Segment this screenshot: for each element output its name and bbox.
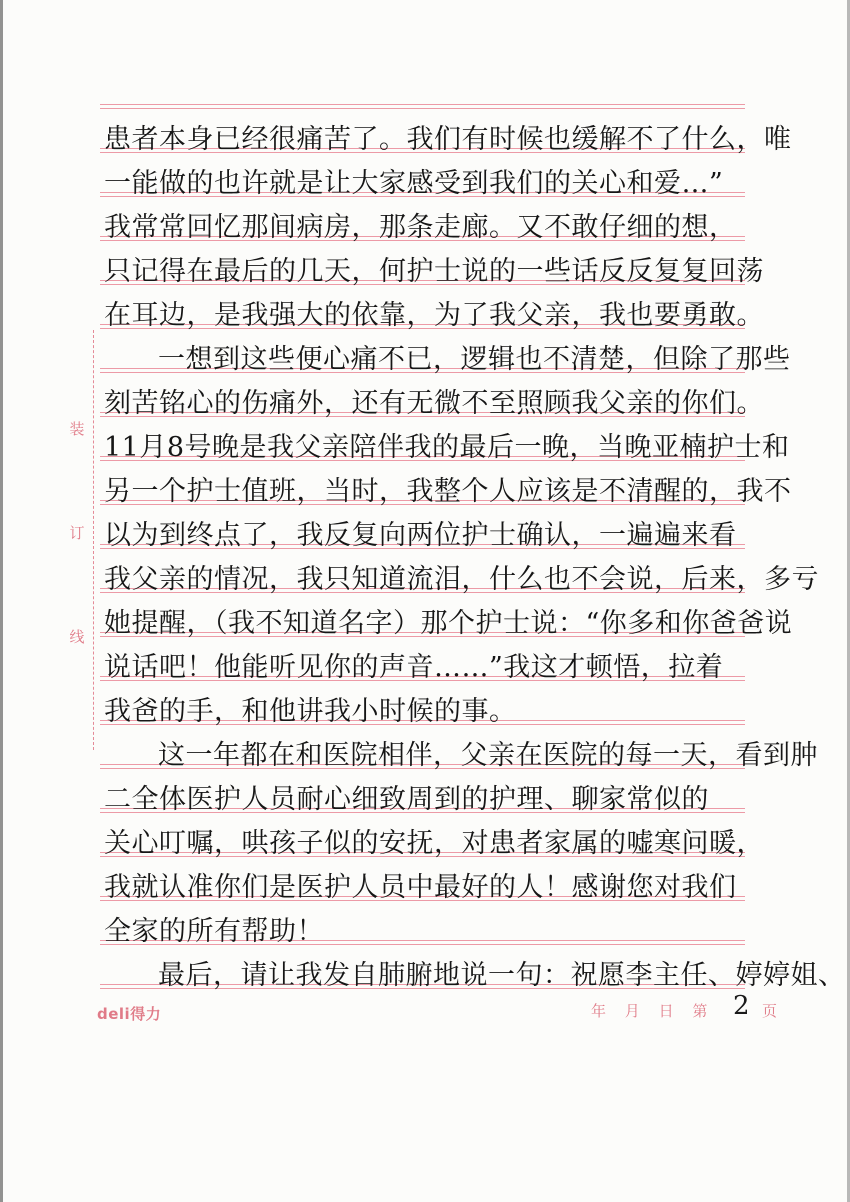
text-line-10: 以为到终点了，我反复向两位护士确认，一遍遍来看 <box>104 520 737 551</box>
text-line-6: 一想到这些便心痛不已，逻辑也不清楚，但除了那些 <box>158 344 791 375</box>
text-line-13: 说话吧！他能听见你的声音……”我这才顿悟，拉着 <box>104 652 724 683</box>
binding-label-zhuang: 装 <box>69 420 85 438</box>
page-suffix-label: 页 <box>762 1002 778 1020</box>
binding-label-ding: 订 <box>69 524 85 542</box>
text-line-7: 刻苦铭心的伤痛外，还有无微不至照顾我父亲的你们。 <box>104 388 764 419</box>
month-label: 月 <box>624 1002 640 1020</box>
text-line-5: 在耳边，是我强大的依靠，为了我父亲，我也要勇敢。 <box>104 300 764 331</box>
binding-label-xian: 线 <box>69 628 85 646</box>
text-line-3: 我常常回忆那间病房，那条走廊。又不敢仔细的想， <box>104 212 737 243</box>
text-line-1: 患者本身已经很痛苦了。我们有时候也缓解不了什么，唯 <box>104 124 792 155</box>
text-line-17: 关心叮嘱，哄孩子似的安抚，对患者家属的嘘寒问暖， <box>104 828 764 859</box>
year-label: 年 <box>591 1002 607 1020</box>
text-line-12: 她提醒，（我不知道名字）那个护士说：“你多和你爸爸说 <box>104 608 793 639</box>
text-line-4: 只记得在最后的几天，何护士说的一些话反反复复回荡 <box>104 256 764 287</box>
date-field <box>591 1000 707 1021</box>
text-line-9: 另一个护士值班，当时，我整个人应该是不清醒的，我不 <box>104 476 792 507</box>
ruled-line <box>100 108 745 109</box>
text-line-11: 我父亲的情况，我只知道流泪，什么也不会说，后来，多亏 <box>104 564 819 595</box>
text-line-16: 二全体医护人员耐心细致周到的护理、聊家常似的 <box>104 784 709 815</box>
text-line-19: 全家的所有帮助！ <box>104 916 324 947</box>
text-line-2: 一能做的也许就是让大家感受到我们的关心和爱…” <box>104 168 724 199</box>
page-prefix-label: 第 <box>692 1002 708 1020</box>
text-line-20: 最后，请让我发自肺腑地说一句：祝愿李主任、婷婷姐、 <box>158 960 846 991</box>
page-number: 2 <box>733 991 750 1021</box>
deli-logo: deli得力 <box>97 1005 162 1023</box>
scan-edge-left <box>0 0 3 1202</box>
text-line-18: 我就认准你们是医护人员中最好的人！感谢您对我们 <box>104 872 737 903</box>
text-line-15: 这一年都在和医院相伴，父亲在医院的每一天，看到肿 <box>158 740 818 771</box>
ruled-line <box>100 104 745 105</box>
text-line-14: 我爸的手，和他讲我小时候的事。 <box>104 696 517 727</box>
day-label: 日 <box>658 1002 674 1020</box>
binding-dashed-line <box>93 330 94 750</box>
text-line-8: 11月8号晚是我父亲陪伴我的最后一晚，当晚亚楠护士和 <box>104 432 790 463</box>
